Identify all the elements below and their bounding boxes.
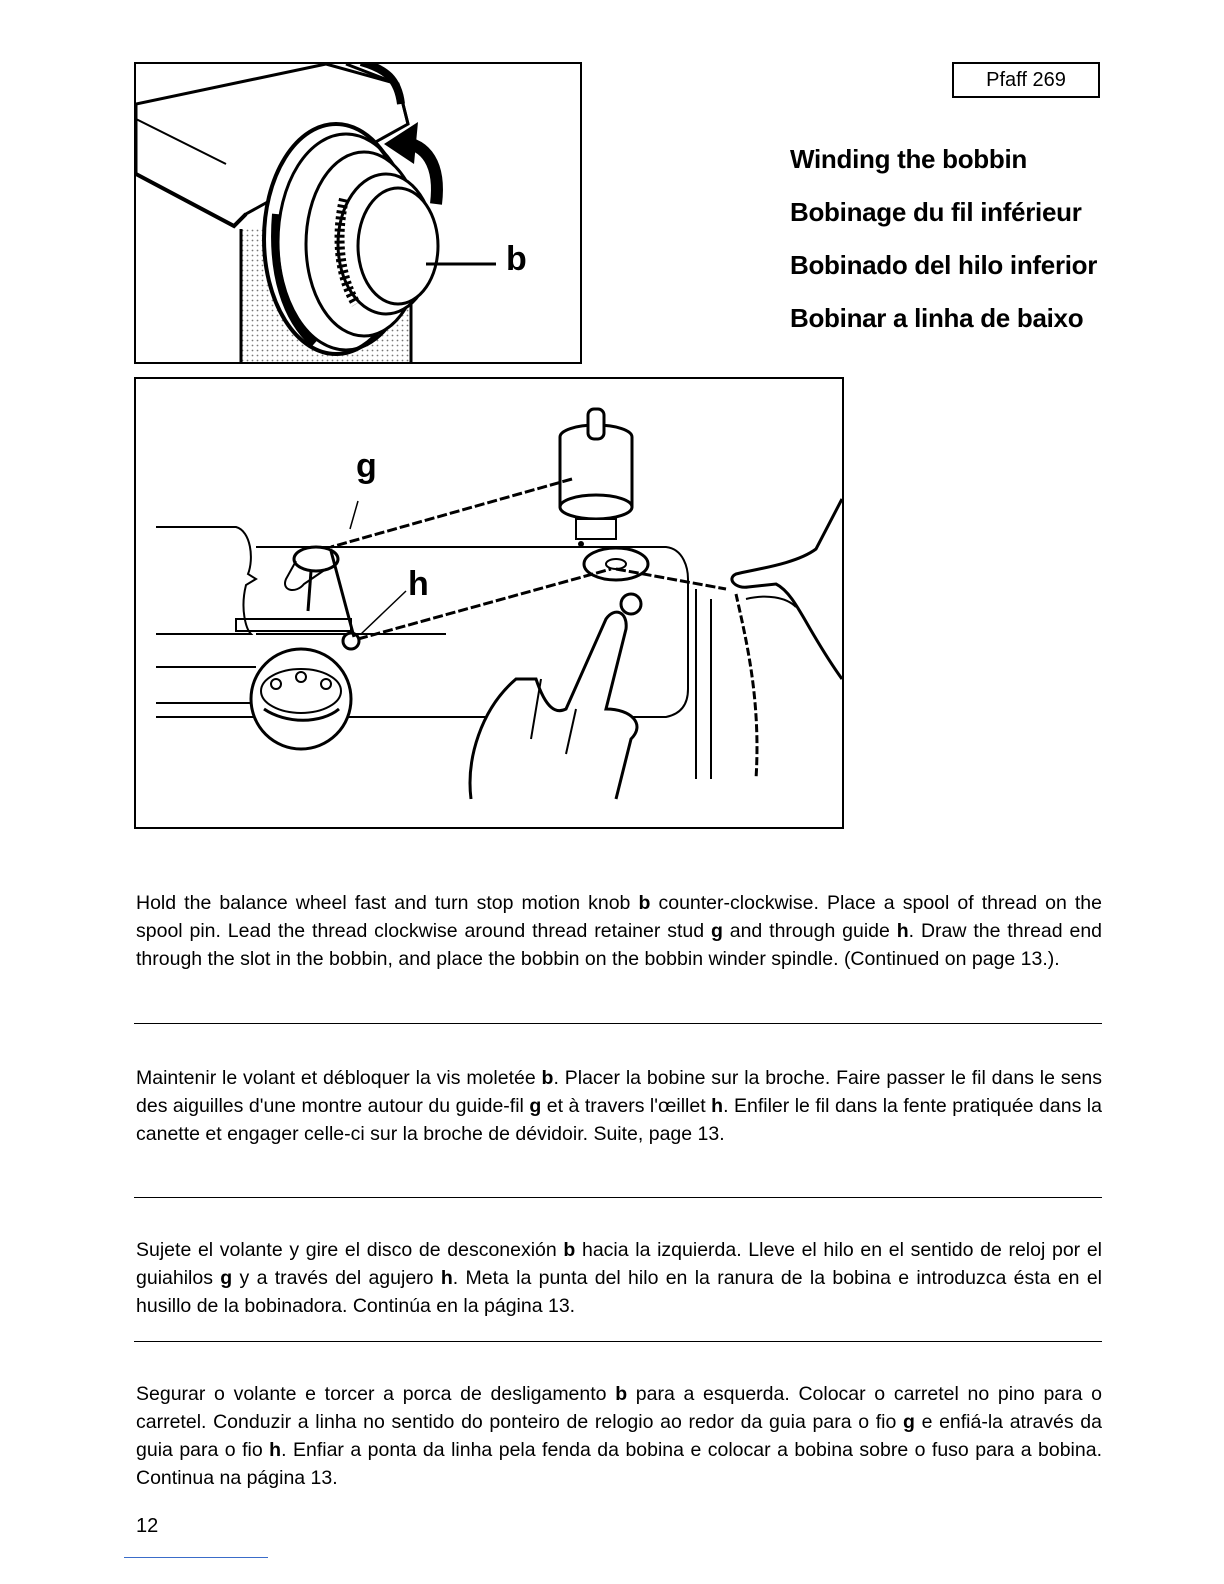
divider [134,1197,1102,1198]
bobbin-threading-figure [134,377,844,829]
instructions-french: Maintenir le volant et débloquer la vis moletée b. Placer la bobine sur la broche. Faire passer le fil dans le sens des aiguilles d'une montre autour du guide-fil g et à travers l'œillet h. Enfiler le fil dans la fente pratiquée dans la canette et engager celle-ci sur la broche de dévidoir. Suite, page 13. [136,1067,1103,1145]
label-b: b [506,240,527,278]
label-g: g [356,447,377,485]
instructions-english: Hold the balance wheel fast and turn stop motion knob b counter-clockwise. Place a spool of thread on the spool pin. Lead the thread clockwise around thread retainer stud g and through guide h. Draw the thread end through the slot in the bobbin, and place the bobbin on the bobbin winder spindle. (Continued on page 13.). [136,892,1103,970]
footer-line [124,1557,268,1558]
model-label: Pfaff 269 [952,62,1100,98]
page-number: 12 [136,1515,159,1537]
stop-motion-knob-illustration [136,64,580,362]
title-french: Bobinage du fil inférieur [790,197,1082,227]
instructions-portuguese: Segurar o volante e torcer a porca de desligamento b para a esquerda. Colocar o carretel no pino para o carretel. Conduzir a linha no sentido do ponteiro de relogio ao redor da guia para o fio g e enfiá-la através da guia para o fio h. Enfiar a ponta da linha pela fenda da bobina e colocar a bobina sobre o fuso para a bobina. Continua na página 13. [136,1383,1102,1489]
title-english: Winding the bobbin [790,144,1027,174]
divider [134,1023,1102,1024]
label-h: h [408,565,429,603]
instructions-spanish: Sujete el volante y gire el disco de desconexión b hacia la izquierda. Lleve el hilo en el sentido de reloj por el guiahilos g y a través del agujero h. Meta la punta del hilo en la ranura de la bobina e introduzca ésta en el husillo de la bobinadora. Continúa en la página 13. [136,1239,1102,1317]
divider [134,1341,1102,1342]
title-spanish: Bobinado del hilo inferior [790,250,1098,280]
bobbin-threading-illustration [136,379,842,827]
title-portuguese: Bobinar a linha de baixo [790,303,1084,333]
stop-motion-knob-figure [134,62,582,364]
title-block [790,140,1097,352]
